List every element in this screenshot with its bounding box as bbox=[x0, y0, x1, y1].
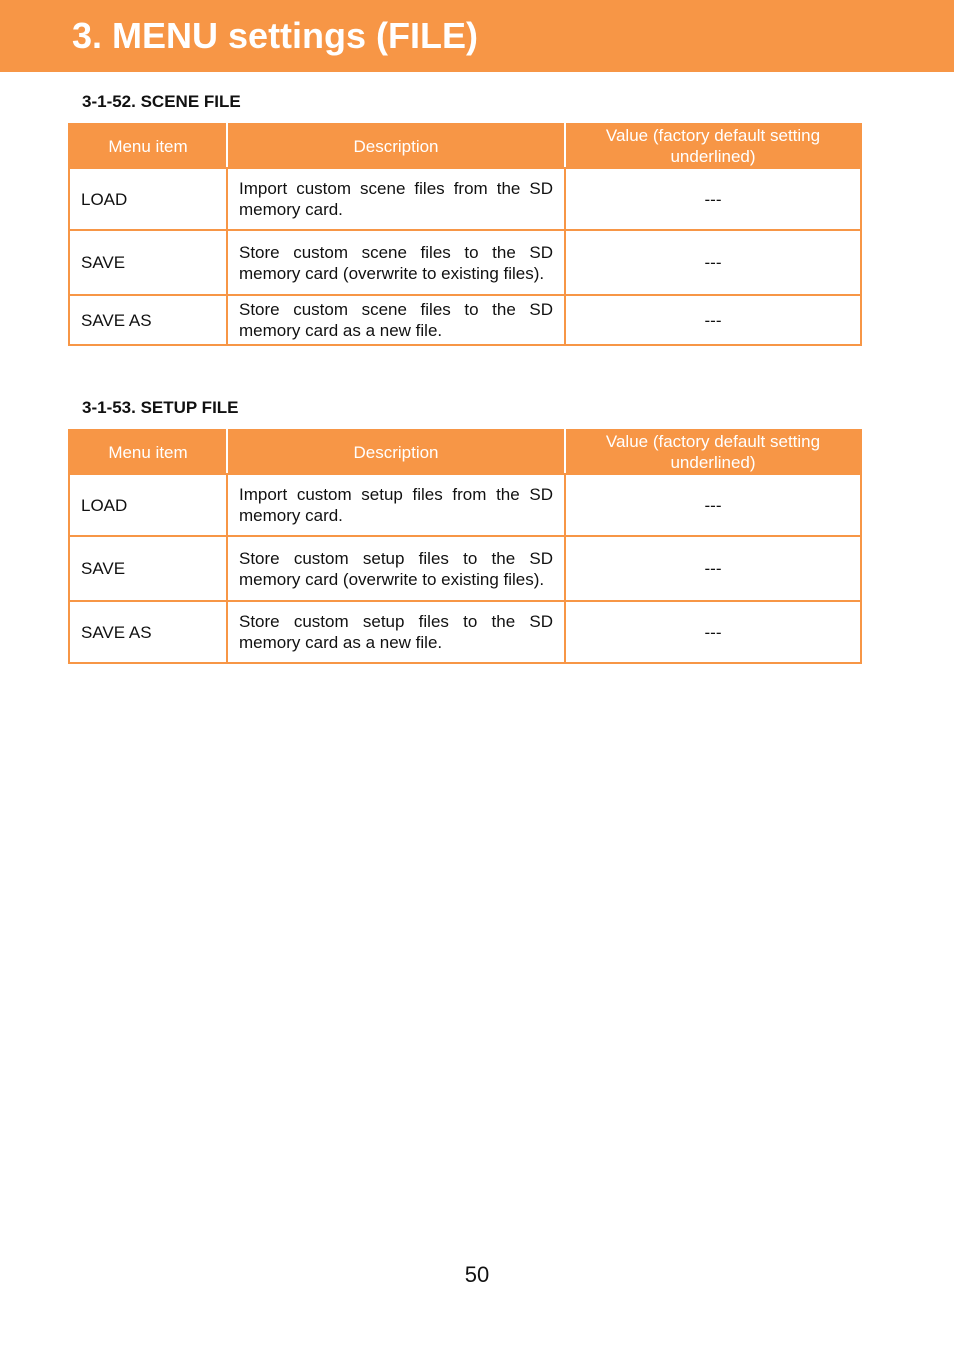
value-cell: --- bbox=[565, 536, 861, 601]
column-header-description: Description bbox=[227, 430, 565, 474]
value-cell: --- bbox=[565, 601, 861, 663]
table-header-row bbox=[69, 124, 861, 168]
menu-item-cell: LOAD bbox=[69, 168, 227, 230]
table-row bbox=[69, 474, 861, 536]
setup-file-table bbox=[68, 429, 862, 664]
section-title-setup-file: 3-1-53. SETUP FILE bbox=[82, 398, 239, 417]
column-header-menu-item: Menu item bbox=[69, 124, 227, 168]
menu-item-cell: SAVE AS bbox=[69, 295, 227, 345]
table-header-row bbox=[69, 430, 861, 474]
description-cell: Store custom setup files to the SD memory card (overwrite to existing files). bbox=[227, 536, 565, 601]
table-row bbox=[69, 230, 861, 295]
value-cell: --- bbox=[565, 295, 861, 345]
description-cell: Store custom setup files to the SD memory card as a new file. bbox=[227, 601, 565, 663]
column-header-value: Value (factory default setting underlined) bbox=[565, 124, 861, 168]
description-cell: Store custom scene files to the SD memory card (overwrite to existing files). bbox=[227, 230, 565, 295]
table-row bbox=[69, 601, 861, 663]
menu-item-cell: LOAD bbox=[69, 474, 227, 536]
table-row bbox=[69, 536, 861, 601]
header-banner bbox=[0, 0, 954, 72]
description-cell: Store custom scene files to the SD memory card as a new file. bbox=[227, 295, 565, 345]
value-cell: --- bbox=[565, 230, 861, 295]
menu-item-cell: SAVE AS bbox=[69, 601, 227, 663]
column-header-menu-item: Menu item bbox=[69, 430, 227, 474]
description-cell: Import custom scene files from the SD memory card. bbox=[227, 168, 565, 230]
value-cell: --- bbox=[565, 168, 861, 230]
section-title-scene-file: 3-1-52. SCENE FILE bbox=[82, 92, 241, 111]
column-header-value: Value (factory default setting underlined) bbox=[565, 430, 861, 474]
description-cell: Import custom setup files from the SD memory card. bbox=[227, 474, 565, 536]
scene-file-table bbox=[68, 123, 862, 346]
menu-item-cell: SAVE bbox=[69, 230, 227, 295]
table-row bbox=[69, 168, 861, 230]
value-cell: --- bbox=[565, 474, 861, 536]
menu-item-cell: SAVE bbox=[69, 536, 227, 601]
page-title: 3. MENU settings (FILE) bbox=[72, 15, 479, 56]
column-header-description: Description bbox=[227, 124, 565, 168]
table-row bbox=[69, 295, 861, 345]
page-number: 50 bbox=[464, 1262, 490, 1287]
